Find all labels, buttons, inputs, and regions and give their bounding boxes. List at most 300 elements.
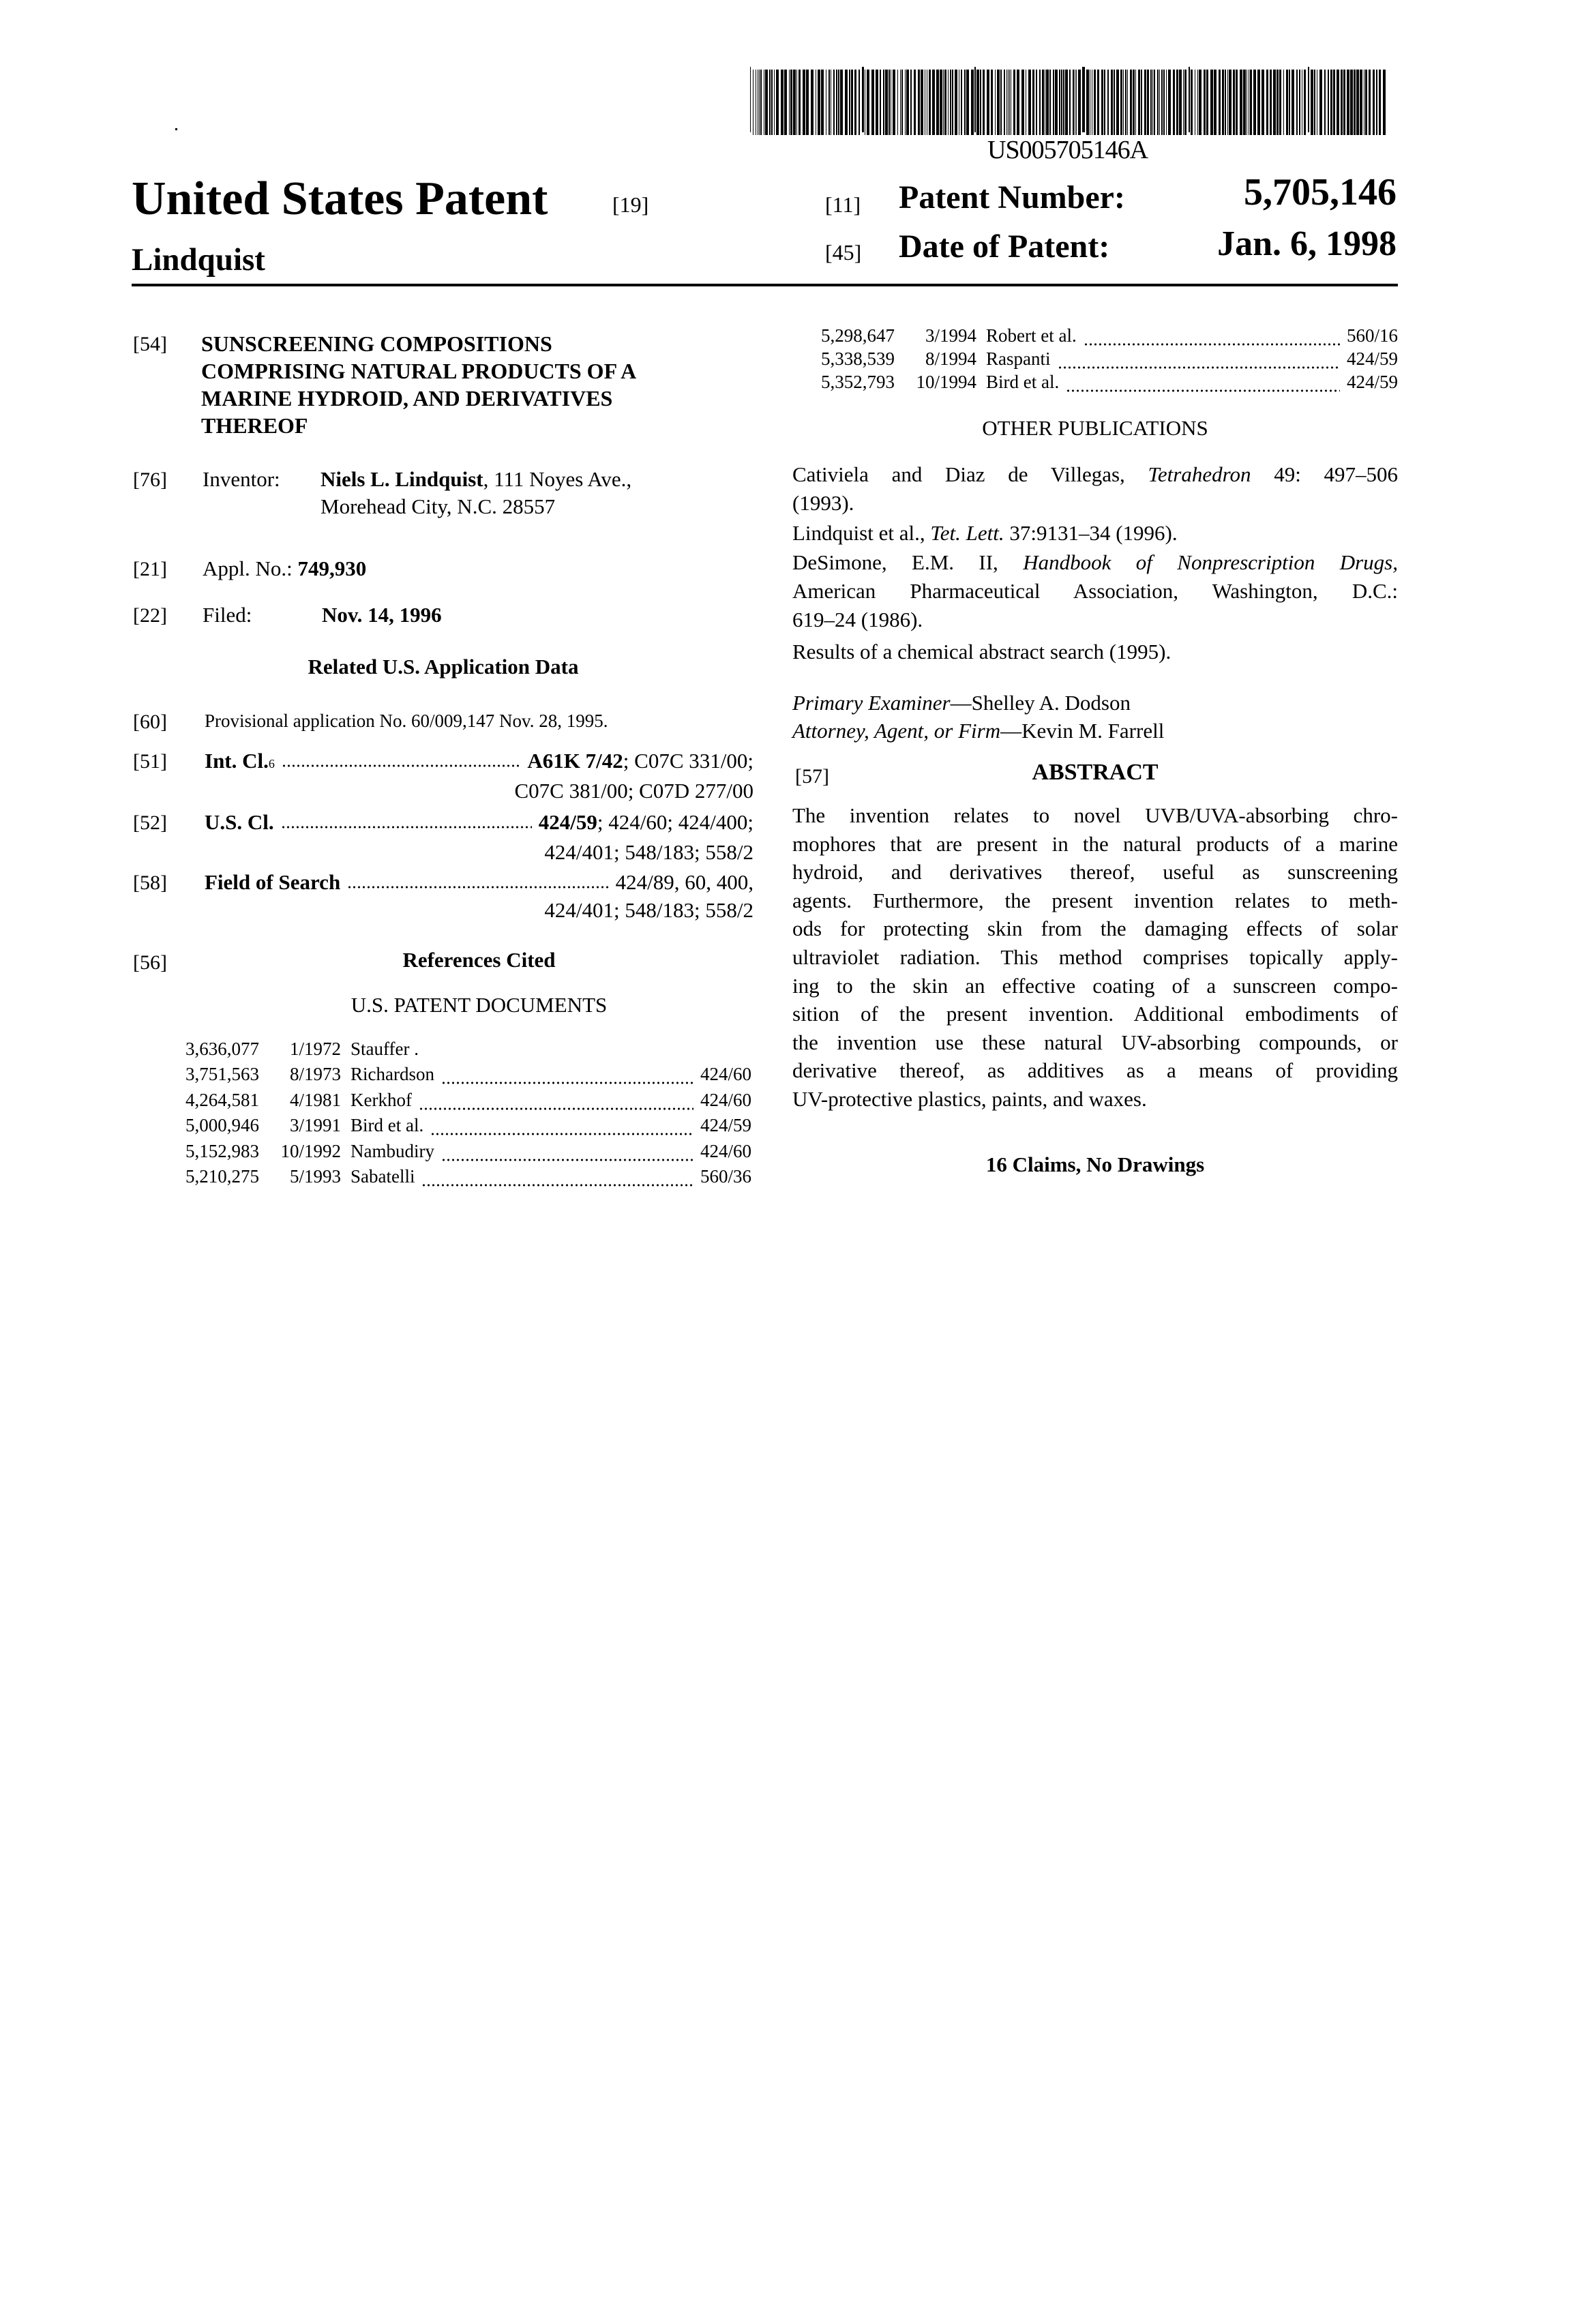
barcode-bar [905,70,906,135]
barcode-bar [1009,70,1010,135]
barcode-bar [940,70,942,135]
barcode-bar [1257,70,1260,135]
header-rule [132,284,1398,286]
dot-leader [441,1070,693,1085]
citation-date: 8/1973 [259,1064,341,1085]
citation-number: 3,751,563 [179,1064,259,1085]
barcode-bar [1176,70,1178,135]
refs-heading: References Cited [205,948,753,972]
barcode-bar [821,70,824,135]
pub-3 [792,550,1398,575]
barcode-bar [1138,70,1140,135]
citation-name: Robert et al. [986,325,1077,346]
abstract-line: mophores that are present in the natural products of a marine [792,832,1398,856]
pub-4: Results of a chemical abstract search (1995). [792,640,1398,664]
abstract-line: the invention use these natural UV-absorbing compounds, or [792,1030,1398,1055]
barcode-bar [1277,70,1279,135]
patent-number: 5,705,146 [1244,170,1397,214]
barcode-bar [1133,70,1135,135]
barcode-bar [1292,70,1294,135]
barcode-bar [987,70,989,135]
barcode-bar [1036,70,1037,135]
barcode-bar [1130,70,1132,135]
intcl-edition: 6 [269,750,275,777]
pub-book: Handbook of Nonprescription Drugs, [1023,550,1398,574]
barcode-bar [976,70,979,135]
barcode-bar [964,70,966,135]
refs-code: [56] [133,951,167,974]
barcode-bar [1008,70,1009,135]
intcl-code: [51] [133,750,167,773]
barcode-bar [774,70,775,135]
barcode-bar [1144,70,1146,135]
barcode-bar [944,70,946,135]
date-label: Date of Patent: [899,228,1109,265]
citation-date: 10/1994 [895,372,976,393]
barcode-bar [1189,67,1190,132]
barcode-bar [1350,70,1353,135]
pub-authors: Cativiela and Diaz de Villegas, [792,462,1125,486]
patent-citation-row [179,1139,751,1162]
other-pubs-heading: OTHER PUBLICATIONS [792,416,1398,441]
filed-label: Filed: [203,601,252,629]
dot-leader [1084,331,1340,346]
patent-citation-row [179,1037,751,1060]
intcl-continued: C07C 381/00; C07D 277/00 [514,777,753,805]
barcode-bar [1061,70,1062,135]
barcode-bar [1373,70,1375,135]
barcode-bar [1319,70,1322,135]
barcode-bar [806,70,809,135]
barcode-bar [859,70,860,135]
barcode-bar [1304,70,1306,135]
patent-number-label: Patent Number: [899,179,1125,216]
barcode-bar [1053,70,1054,135]
barcode-bar [929,70,931,135]
citation-class: 424/59 [1347,372,1398,393]
barcode-bar [971,70,974,135]
citation-date: 1/1972 [259,1039,341,1060]
pub-authors: Lindquist et al., [792,521,925,545]
citation-name: Kerkhof [350,1090,412,1111]
barcode-bar [1197,70,1198,135]
barcode-bar [1017,70,1019,135]
inventor-city: Morehead City, N.C. 28557 [320,494,555,518]
barcode-bar [974,67,976,132]
barcode-bar [838,70,839,135]
barcode-bar [1154,70,1155,135]
dot-leader [282,749,521,768]
citation-class: 424/59 [700,1115,751,1136]
citation-class: 424/59 [1347,348,1398,370]
citation-name: Sabatelli [350,1166,415,1187]
barcode-bar [1289,70,1290,135]
barcode-bar [1314,70,1315,135]
dot-leader [347,870,608,889]
title-line: THEREOF [201,412,636,439]
citation-number: 4,264,581 [179,1090,259,1111]
barcode-bar [1379,70,1381,135]
barcode-bar [1225,70,1226,135]
uscl-code: [52] [133,811,167,835]
barcode-bar [955,70,957,135]
barcode-bar [883,70,884,135]
barcode-bar [1104,70,1105,135]
citation-number: 5,338,539 [814,348,895,370]
barcode-bar [1141,70,1142,135]
barcode-bar [897,70,898,135]
barcode-bar [1199,70,1202,135]
barcode-bar [889,70,890,135]
barcode-bar [784,70,787,135]
barcode-bar [1042,70,1044,135]
barcode-bar [943,70,944,135]
barcode-bar [997,70,1000,135]
uscl-rest: ; 424/60; 424/400; [597,809,753,836]
barcode-bar [1125,70,1126,135]
barcode-bar [1262,70,1264,135]
barcode-bar [1049,70,1051,135]
barcode-bar [750,67,751,132]
attorney-label: Attorney, Agent, or Firm [792,719,1000,743]
barcode-bar [840,70,843,135]
invention-title [201,330,636,439]
citation-class: 560/36 [700,1166,751,1187]
barcode-bar [1166,70,1167,135]
barcode-bar [991,70,993,135]
barcode-bar [781,70,783,135]
citation-date: 8/1994 [895,348,976,370]
barcode-bar [1227,70,1228,135]
citation-number: 5,298,647 [814,325,895,346]
barcode-bar [1059,70,1060,135]
barcode-bar [966,70,969,135]
intcl-rest: ; C07C 331/00; [623,747,753,775]
barcode-bar [1333,70,1335,135]
citation-class: 424/60 [700,1064,751,1085]
related-heading: Related U.S. Application Data [133,655,753,679]
patent-date: Jan. 6, 1998 [1217,224,1397,264]
pub-ref: 49: 497–506 [1274,462,1398,486]
barcode-bar [1028,70,1031,135]
title-line: MARINE HYDROID, AND DERIVATIVES [201,385,636,412]
barcode-bar [803,70,805,135]
barcode-bar [1183,70,1184,135]
appl-number: 749,930 [298,556,367,580]
primary-examiner [792,689,1131,717]
barcode-bar [760,70,762,135]
barcode-bar [1283,70,1284,135]
barcode-bar [918,70,920,135]
inventor-label: Inventor: [203,466,280,493]
barcode-bar [1179,70,1182,135]
citation-date: 3/1994 [895,325,976,346]
barcode-bar [1127,70,1128,135]
abstract-line: The invention relates to novel UVB/UVA-absorbing chro- [792,803,1398,828]
patent-citation-row [814,370,1398,393]
citation-name: Bird et al. [350,1115,423,1136]
dot-leader [430,1121,693,1136]
barcode-bar [1233,70,1235,135]
barcode-bar [1240,70,1242,135]
citation-number: 3,636,077 [179,1039,259,1060]
barcode-bar [936,70,939,135]
abstract-line: derivative thereof, as additives as a means of providing [792,1058,1398,1083]
pub-1-cont: (1993). [792,491,1398,516]
barcode-bar [833,70,835,135]
title-line: SUNSCREENING COMPOSITIONS [201,330,636,357]
barcode-bar [950,70,951,135]
barcode-bar [1286,70,1288,135]
citation-name: Richardson [350,1064,434,1085]
barcode-bar [1365,70,1367,135]
dot-leader [281,810,532,829]
inventor-info [320,466,631,520]
barcode-bar [1111,70,1113,135]
barcode-bar [980,70,981,135]
barcode-bar [1356,70,1359,135]
inventor-name: Niels L. Lindquist [320,467,483,491]
barcode-bar [789,70,790,135]
barcode-bar [1150,70,1152,135]
intcl-label: Int. Cl. [205,747,269,775]
barcode-bar [771,70,773,135]
document-title: United States Patent [132,172,548,226]
pub-journal: Tetrahedron [1148,462,1251,486]
title-code: [19] [612,192,648,218]
barcode-bar [765,70,768,135]
barcode-bar [1073,70,1074,135]
barcode-bar [1123,70,1124,135]
barcode-bar [952,70,953,135]
barcode-bar [885,70,888,135]
barcode-bar [1107,70,1109,135]
pub-2 [792,521,1398,546]
barcode-bar [1206,70,1208,135]
barcode-bar [1347,70,1349,135]
barcode-bar [1369,70,1371,135]
provisional-text: Provisional application No. 60/009,147 Nov. 28, 1995. [205,711,608,732]
barcode-bar [845,70,848,135]
barcode-bar [871,70,874,135]
barcode-bar [1376,70,1377,135]
barcode-bar [1214,70,1217,135]
barcode-bar [1299,70,1300,135]
search-row [205,869,753,896]
citation-class: 560/16 [1347,325,1398,346]
citation-name: Raspanti [986,348,1051,370]
barcode-bar [914,70,916,135]
pub-ref: 37:9131–34 (1996). [1009,521,1177,545]
citation-class: 424/60 [700,1141,751,1162]
claims-summary: 16 Claims, No Drawings [792,1152,1398,1177]
uscl-continued: 424/401; 548/183; 558/2 [544,839,753,866]
search-classes: 424/89, 60, 400, [616,869,753,896]
inventor-code: [76] [133,468,167,492]
inventor-surname: Lindquist [132,241,265,278]
us-docs-heading: U.S. PATENT DOCUMENTS [205,993,753,1017]
barcode-bar [836,70,837,135]
barcode-bar [1210,70,1213,135]
citation-date: 5/1993 [259,1166,341,1187]
barcode-bar [1101,70,1103,135]
appl-field [203,555,366,582]
abstract-line: ods for protecting skin from the damaging effects of solar [792,917,1398,941]
barcode-bar [1094,70,1096,135]
barcode-bar [1076,70,1077,135]
dot-leader [419,1096,693,1111]
abstract-code: [57] [795,765,829,788]
abstract-line: ing to the skin an effective coating of a sunscreen compo- [792,974,1398,998]
barcode-bar [900,70,901,135]
appl-label: Appl. No.: [203,556,293,580]
barcode-bar [811,70,814,135]
barcode-bar [1204,70,1206,135]
patent-citation-row [179,1062,751,1085]
speck [175,128,177,130]
attorney-name: —Kevin M. Farrell [1000,719,1164,743]
barcode-bar [1337,70,1339,135]
barcode-bar [1236,70,1238,135]
barcode-bar [1006,70,1007,135]
abstract-line: hydroid, and derivatives thereof, useful as sunscreening [792,860,1398,884]
barcode-bar [1341,70,1343,135]
filed-code: [22] [133,604,167,627]
filed-date: Nov. 14, 1996 [322,601,442,629]
barcode-bar [1082,67,1085,132]
barcode-bar [1032,70,1034,135]
barcode-bar [851,70,853,135]
barcode-bar [921,70,923,135]
abstract-line: ultraviolet radiation. This method comprises topically apply- [792,945,1398,970]
dot-leader [421,1172,693,1187]
barcode-bar [910,70,912,135]
barcode-bar [1116,70,1119,135]
uscl-label: U.S. Cl. [205,809,274,836]
barcode-bar [1078,70,1081,135]
citation-number: 5,152,983 [179,1141,259,1162]
barcode-bar [1157,70,1159,135]
abstract-heading: ABSTRACT [792,760,1398,786]
barcode-bar [1069,70,1071,135]
pub-authors: DeSimone, E.M. II, [792,550,998,574]
barcode-bar [932,70,935,135]
barcode-bar [1328,70,1329,135]
barcode-bar [983,70,985,135]
barcode-number: US005705146A [987,135,1148,165]
barcode-bar [1046,70,1049,135]
uscl-main: 424/59 [539,809,597,836]
patent-citation-row [814,323,1398,346]
barcode-bar [849,70,850,135]
barcode-bar [1354,70,1356,135]
barcode-bar [1308,67,1309,132]
dot-leader [1058,355,1340,370]
barcode-bar [876,70,878,135]
barcode-bar [1000,70,1002,135]
barcode-bar [1097,70,1099,135]
barcode-bar [759,70,760,135]
pub-journal: Tet. Lett. [930,521,1004,545]
pub-3-cont: American Pharmaceutical Association, Washington, D.C.: [792,579,1398,604]
barcode-bar [1270,70,1272,135]
dot-leader [441,1147,693,1162]
barcode [750,67,1388,135]
pub-3-pages: 619–24 (1986). [792,608,1398,632]
barcode-bar [1184,70,1186,135]
patent-number-code: [11] [825,192,861,218]
barcode-bar [796,70,797,135]
barcode-bar [818,70,820,135]
barcode-bar [769,70,771,135]
barcode-bar [1152,70,1153,135]
uscl-row [205,809,753,836]
barcode-bar [1120,70,1122,135]
citation-class: 424/60 [700,1090,751,1111]
patent-citation-row [179,1113,751,1136]
barcode-bar [799,70,801,135]
barcode-bar [776,70,779,135]
barcode-bar [1135,70,1136,135]
primary-examiner-name: —Shelley A. Dodson [951,691,1131,715]
barcode-bar [906,70,909,135]
barcode-bar [1163,70,1165,135]
barcode-bar [1114,70,1115,135]
barcode-bar [1383,70,1386,135]
barcode-bar [901,70,903,135]
barcode-bar [1360,70,1362,135]
citation-name: Stauffer . [350,1039,419,1060]
barcode-bar [995,70,996,135]
pub-1 [792,462,1398,487]
barcode-bar [1266,70,1268,135]
barcode-bar [1296,70,1298,135]
barcode-bar [829,70,830,135]
barcode-bar [793,70,796,135]
patent-citation-row [179,1164,751,1187]
barcode-bar [1168,70,1171,135]
barcode-bar [1013,70,1015,135]
appl-code: [21] [133,558,167,581]
barcode-bar [854,70,856,135]
title-field-code: [54] [133,333,167,356]
barcode-bar [1065,70,1068,135]
citation-date: 4/1981 [259,1090,341,1111]
abstract-line: sition of the present invention. Additional embodiments of [792,1002,1398,1026]
citation-name: Nambudiry [350,1141,434,1162]
date-code: [45] [825,240,861,265]
barcode-bar [1147,70,1149,135]
barcode-bar [880,70,881,135]
barcode-bar [1191,70,1193,135]
search-continued: 424/401; 548/183; 558/2 [544,897,753,924]
barcode-bar [961,70,962,135]
barcode-bar [862,67,864,132]
barcode-bar [867,70,869,135]
citation-date: 3/1991 [259,1115,341,1136]
barcode-bar [1253,70,1256,135]
barcode-bar [1173,70,1175,135]
barcode-bar [1159,70,1160,135]
dot-leader [1066,378,1340,393]
citation-number: 5,000,946 [179,1115,259,1136]
citation-number: 5,352,793 [814,372,895,393]
barcode-bar [1004,70,1005,135]
barcode-bar [1219,70,1221,135]
barcode-bar [1222,70,1224,135]
search-label: Field of Search [205,869,340,896]
abstract-line: agents. Furthermore, the present invention relates to meth- [792,889,1398,913]
